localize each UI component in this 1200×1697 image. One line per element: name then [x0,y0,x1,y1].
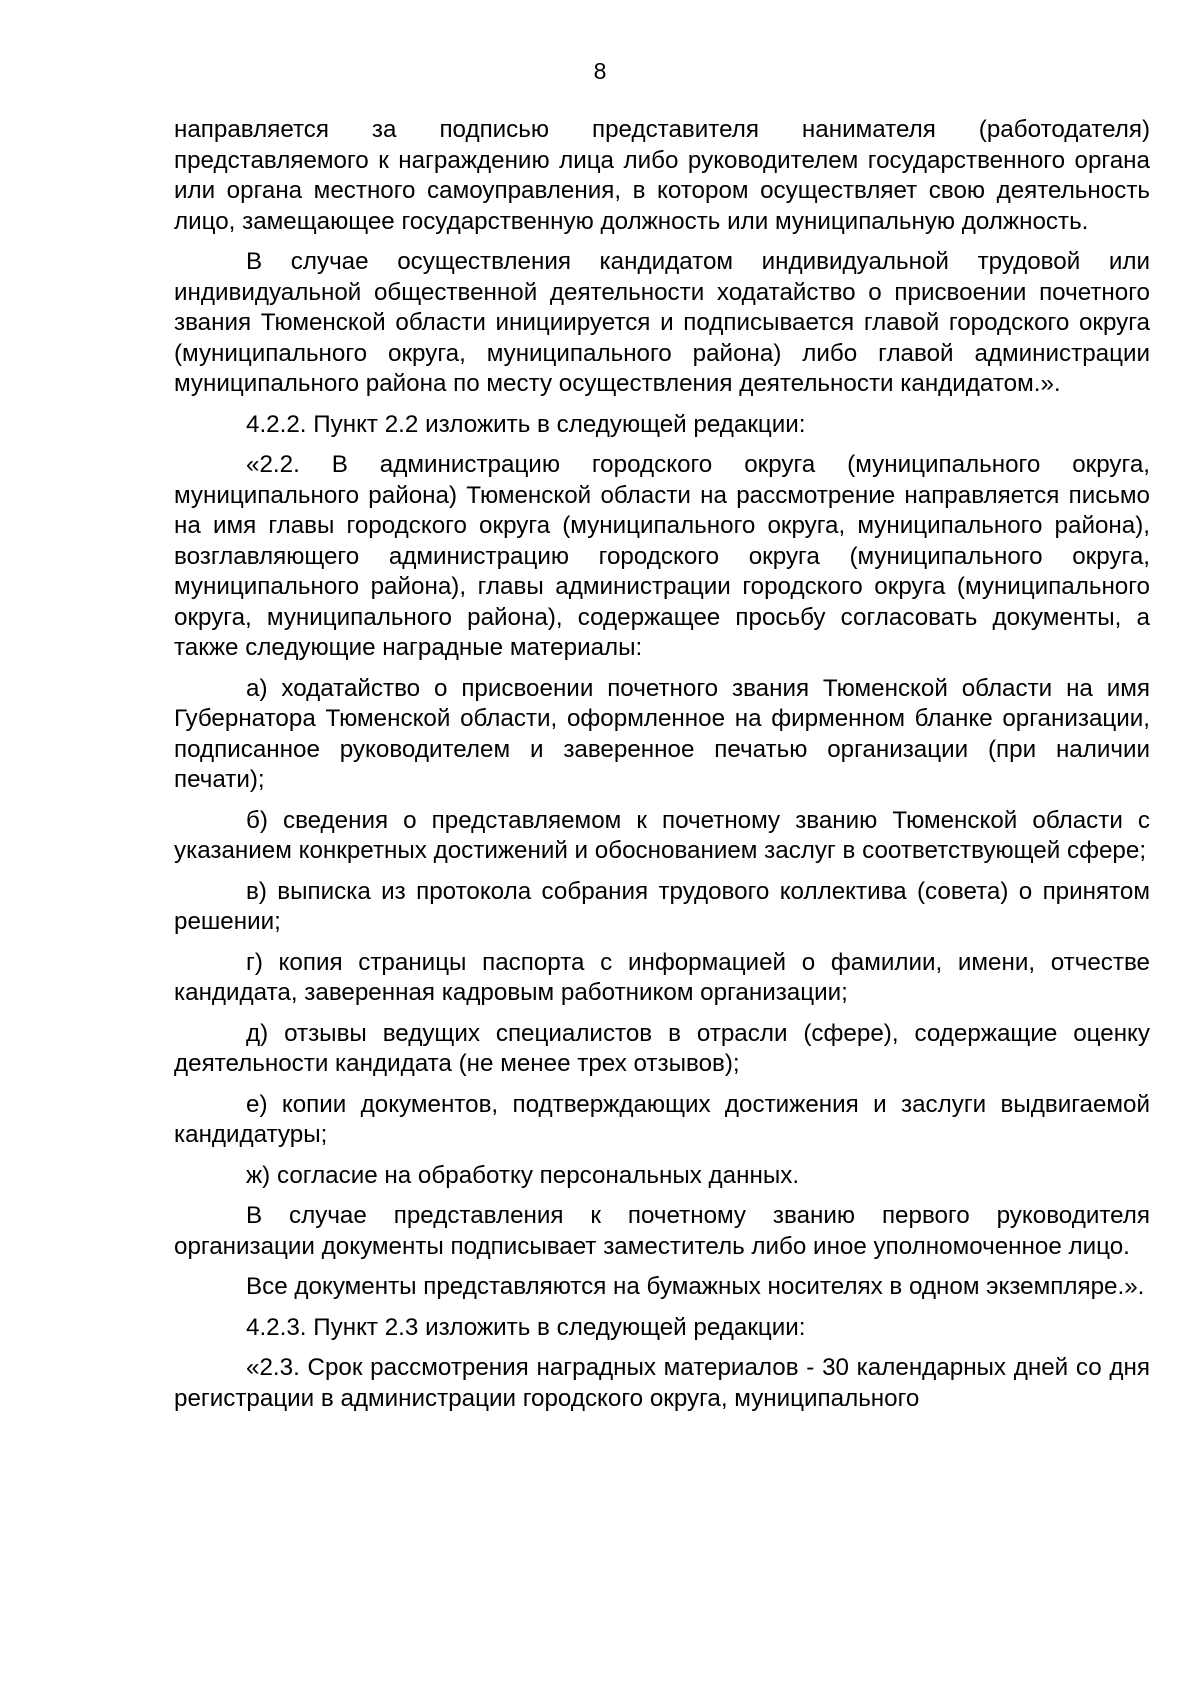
paragraph-point-2-2: «2.2. В администрацию городского округа (муниципального округа, муниципального района) Тюменской области на рассмотрение направляется письмо на имя главы городского округа (муниципального округа, муниципального района), возглавляющего администрацию городского округа (муниципального округа, муниципального района), главы администрации городского округа (муниципального округа, муниципального района), содержащее просьбу согласовать документы, а также следующие наградные материалы: [174,451,1150,661]
list-item-a: а) ходатайство о присвоении почетного звания Тюменской области на имя Губернатора Тюменской области, оформленное на фирменном бланке организации, подписанное руководителем и заверенное печатью организации (при наличии печати); [174,674,1150,793]
list-item-e: е) копии документов, подтверждающих достижения и заслуги выдвигаемой кандидатуры; [174,1090,1150,1148]
page-number: 8 [593,58,607,84]
paragraph-clause-4-2-2: 4.2.2. Пункт 2.2 изложить в следующей редакции: [246,410,806,438]
paragraph-continuation: направляется за подписью представителя нанимателя (работодателя) представляемого к награждению лица либо руководителем государственного органа или органа местного самоуправления, в котором осуществляет свою деятельность лицо, замещающее государственную должность или муниципальную должность. [174,116,1150,235]
list-item-v: в) выписка из протокола собрания трудового коллектива (совета) о принятом решении; [174,877,1150,935]
paragraph-point-2-3: «2.3. Срок рассмотрения наградных материалов - 30 календарных дней со дня регистрации в администрации городского округа, муниципального [174,1354,1150,1412]
list-item-g: г) копия страницы паспорта с информацией о фамилии, имени, отчестве кандидата, заверенная кадровым работником организации; [174,948,1150,1006]
list-item-zh: ж) согласие на обработку персональных данных. [246,1161,800,1189]
list-item-d: д) отзывы ведущих специалистов в отрасли (сфере), содержащие оценку деятельности кандидата (не менее трех отзывов); [174,1019,1150,1077]
paragraph-individual-activity: В случае осуществления кандидатом индивидуальной трудовой или индивидуальной общественной деятельности ходатайство о присвоении почетного звания Тюменской области инициируется и подписывается главой городского округа (муниципального округа, муниципального района) либо главой администрации муниципального района по месту осуществления деятельности кандидатом.». [174,248,1150,397]
list-item-b: б) сведения о представляемом к почетному званию Тюменской области с указанием конкретных достижений и обоснованием заслуг в соответствующей сфере; [174,806,1150,864]
paragraph-paper-copies: Все документы представляются на бумажных носителях в одном экземпляре.». [246,1273,1145,1300]
document-body [174,115,1150,1424]
paragraph-clause-4-2-3: 4.2.3. Пункт 2.3 изложить в следующей редакции: [246,1313,806,1341]
paragraph-first-head: В случае представления к почетному званию первого руководителя организации документы подписывает заместитель либо иное уполномоченное лицо. [174,1202,1150,1260]
